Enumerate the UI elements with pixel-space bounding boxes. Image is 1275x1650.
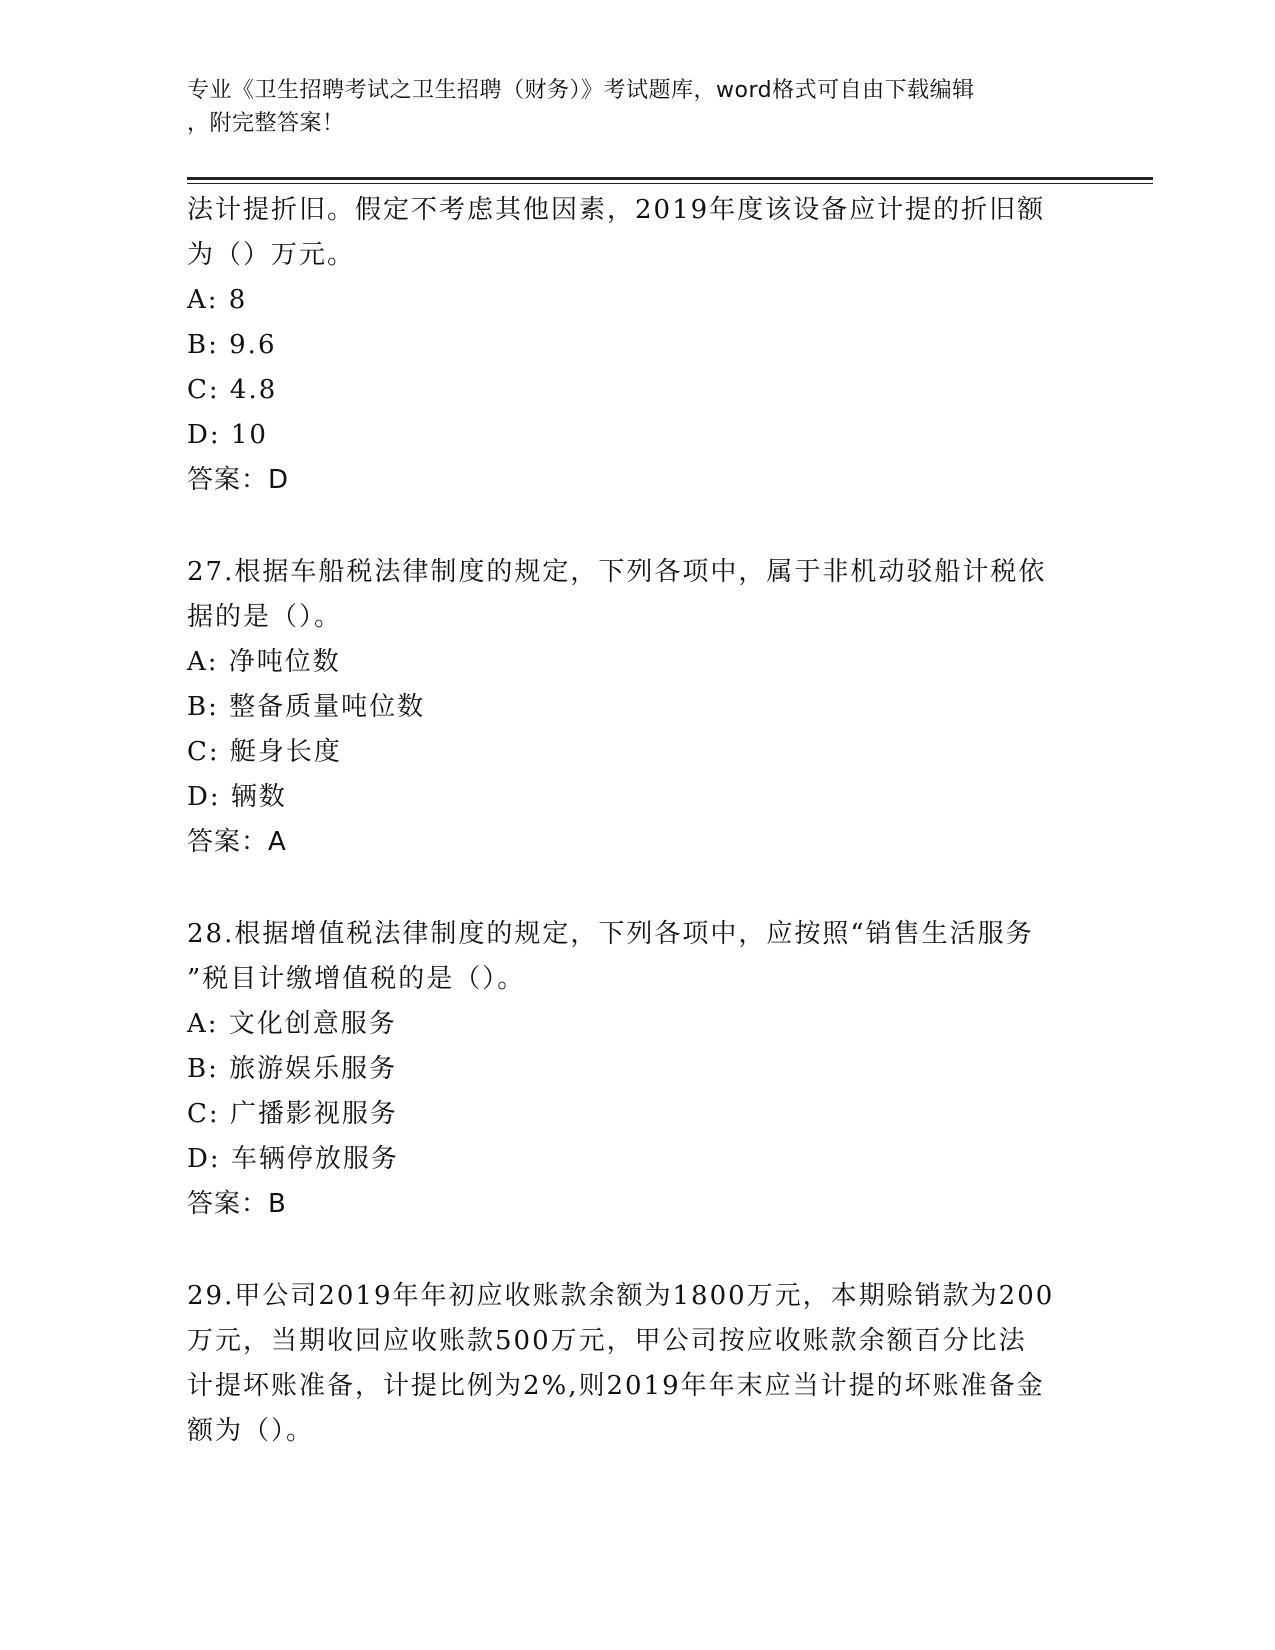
header-rule-thick [187, 177, 1153, 180]
question-text-line: 法计提折旧。假定不考虑其他因素，2019年度该设备应计提的折旧额 [187, 195, 1046, 225]
question-text-line: 29.甲公司2019年年初应收账款余额为1800万元，本期赊销款为200 [187, 1281, 1055, 1311]
option-a: A: 净吨位数 [187, 647, 341, 677]
question-list [187, 188, 1087, 1454]
option-d: D: 辆数 [187, 782, 287, 812]
answer: 答案：A [187, 827, 287, 857]
option-b: B: 整备质量吨位数 [187, 692, 426, 722]
question-text-line: 据的是（）。 [187, 602, 343, 632]
answer: 答案：D [187, 465, 290, 495]
page-header [187, 74, 1067, 140]
option-a: A: 8 [187, 285, 248, 315]
header-rule-thin [187, 183, 1153, 184]
option-c: C: 4.8 [187, 375, 278, 405]
question-28 [187, 912, 1087, 1227]
option-d: D: 车辆停放服务 [187, 1144, 399, 1174]
option-d: D: 10 [187, 420, 268, 450]
option-b: B: 9.6 [187, 330, 277, 360]
option-c: C: 广播影视服务 [187, 1099, 398, 1129]
option-c: C: 艇身长度 [187, 737, 342, 767]
question-26 [187, 188, 1087, 503]
question-text-line: 计提坏账准备，计提比例为2%,则2019年年末应当计提的坏账准备金 [187, 1371, 1045, 1401]
header-line-1: 专业《卫生招聘考试之卫生招聘（财务）》考试题库，word格式可自由下载编辑 [187, 78, 975, 103]
option-b: B: 旅游娱乐服务 [187, 1054, 398, 1084]
question-text-line: ”税目计缴增值税的是（）。 [187, 964, 526, 994]
question-29 [187, 1274, 1087, 1454]
question-text-line: 额为（）。 [187, 1416, 315, 1446]
option-a: A: 文化创意服务 [187, 1009, 397, 1039]
question-text-line: 为（）万元。 [187, 240, 356, 270]
answer: 答案：B [187, 1189, 287, 1219]
question-text-line: 万元，当期收回应收账款500万元，甲公司按应收账款余额百分比法 [187, 1326, 1027, 1356]
question-text-line: 27.根据车船税法律制度的规定，下列各项中，属于非机动驳船计税依 [187, 557, 1047, 587]
question-text-line: 28.根据增值税法律制度的规定，下列各项中，应按照“销售生活服务 [187, 919, 1034, 949]
question-27 [187, 550, 1087, 865]
header-line-2: ，附完整答案！ [187, 111, 345, 136]
